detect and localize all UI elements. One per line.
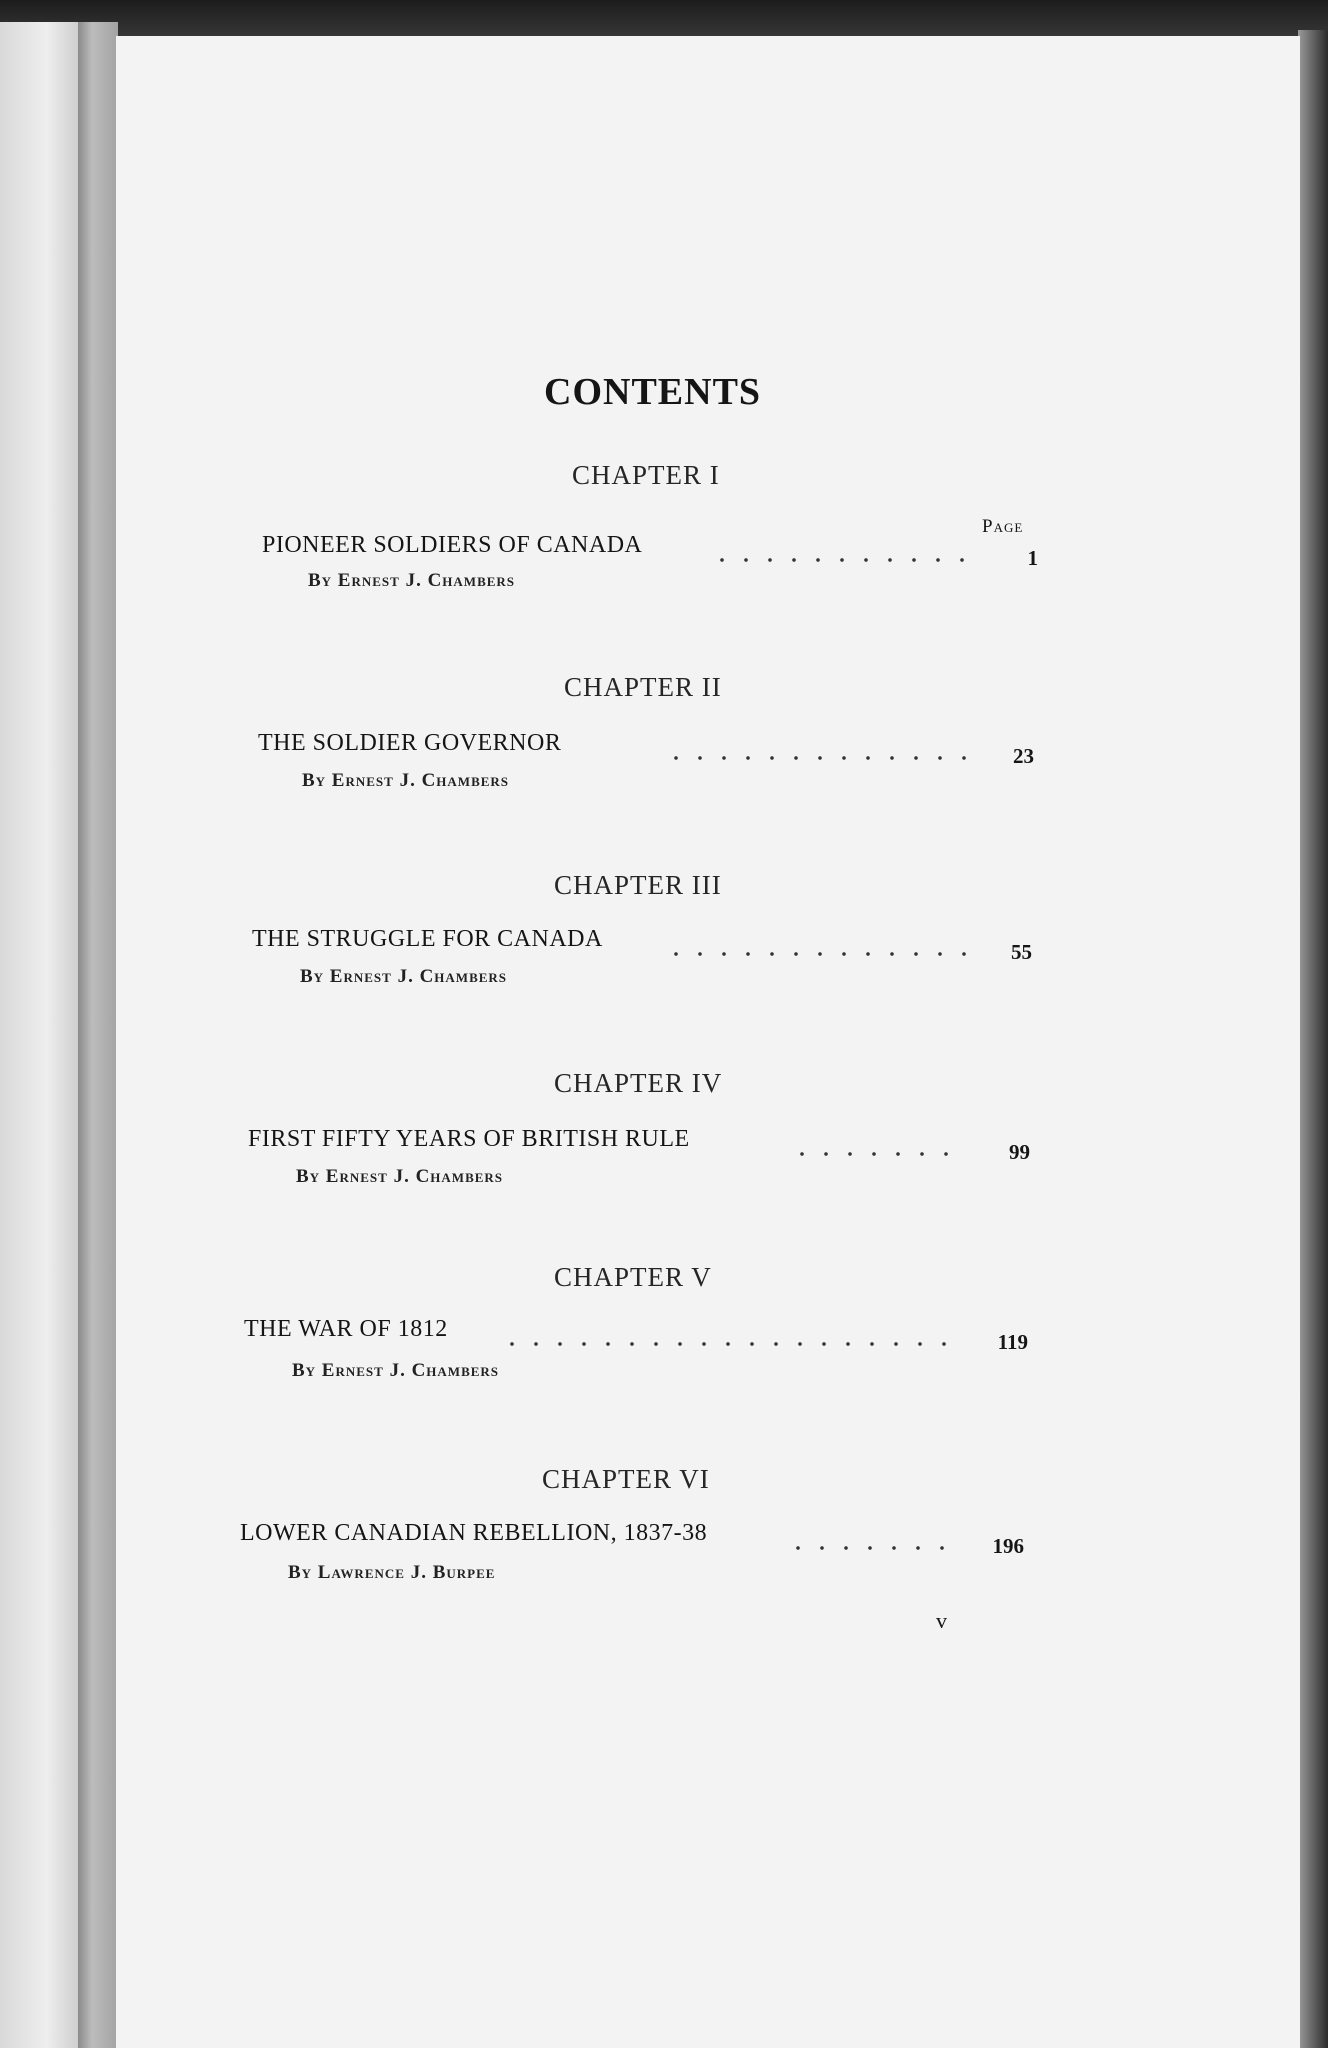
- page-number: 196: [992, 1534, 1024, 1558]
- chapter-author: By Lawrence J. Burpee: [288, 1562, 496, 1583]
- chapter-title: THE SOLDIER GOVERNOR: [258, 730, 562, 756]
- book-gutter: [78, 22, 118, 2048]
- dot-leader: [790, 1151, 962, 1157]
- chapter-heading: CHAPTER VI: [542, 1464, 710, 1494]
- page-number: 119: [997, 1330, 1028, 1354]
- chapter-author: By Ernest J. Chambers: [296, 1166, 504, 1187]
- chapter-author: By Ernest J. Chambers: [292, 1360, 500, 1381]
- chapter-heading: CHAPTER I: [572, 460, 720, 490]
- chapter-author: By Ernest J. Chambers: [308, 570, 516, 591]
- page-number: 1: [1027, 546, 1038, 570]
- dot-leader: [710, 557, 972, 563]
- page-folio: v: [936, 1608, 947, 1633]
- dot-leader: [500, 1341, 960, 1347]
- book-cover-edge: [1298, 30, 1328, 2048]
- chapter-heading: CHAPTER II: [564, 672, 722, 702]
- contents-page: [116, 36, 1300, 2048]
- page-number: 99: [1009, 1140, 1030, 1164]
- page-title: CONTENTS: [544, 371, 762, 413]
- chapter-title: THE WAR OF 1812: [244, 1316, 448, 1342]
- page-number: 55: [1011, 940, 1032, 964]
- chapter-title: FIRST FIFTY YEARS OF BRITISH RULE: [248, 1126, 690, 1152]
- chapter-heading: CHAPTER III: [554, 870, 722, 900]
- chapter-author: By Ernest J. Chambers: [300, 966, 508, 987]
- dot-leader: [664, 755, 966, 761]
- page-number: 23: [1013, 744, 1034, 768]
- dot-leader: [786, 1545, 956, 1551]
- chapter-author: By Ernest J. Chambers: [302, 770, 510, 791]
- chapter-heading: CHAPTER V: [554, 1262, 712, 1292]
- facing-page-edge: [0, 22, 78, 2048]
- chapter-heading: CHAPTER IV: [554, 1068, 723, 1098]
- page-column-label: Page: [982, 516, 1024, 537]
- chapter-title: THE STRUGGLE FOR CANADA: [252, 926, 603, 952]
- chapter-title: PIONEER SOLDIERS OF CANADA: [262, 532, 643, 558]
- dot-leader: [664, 951, 966, 957]
- chapter-title: LOWER CANADIAN REBELLION, 1837-38: [240, 1520, 708, 1546]
